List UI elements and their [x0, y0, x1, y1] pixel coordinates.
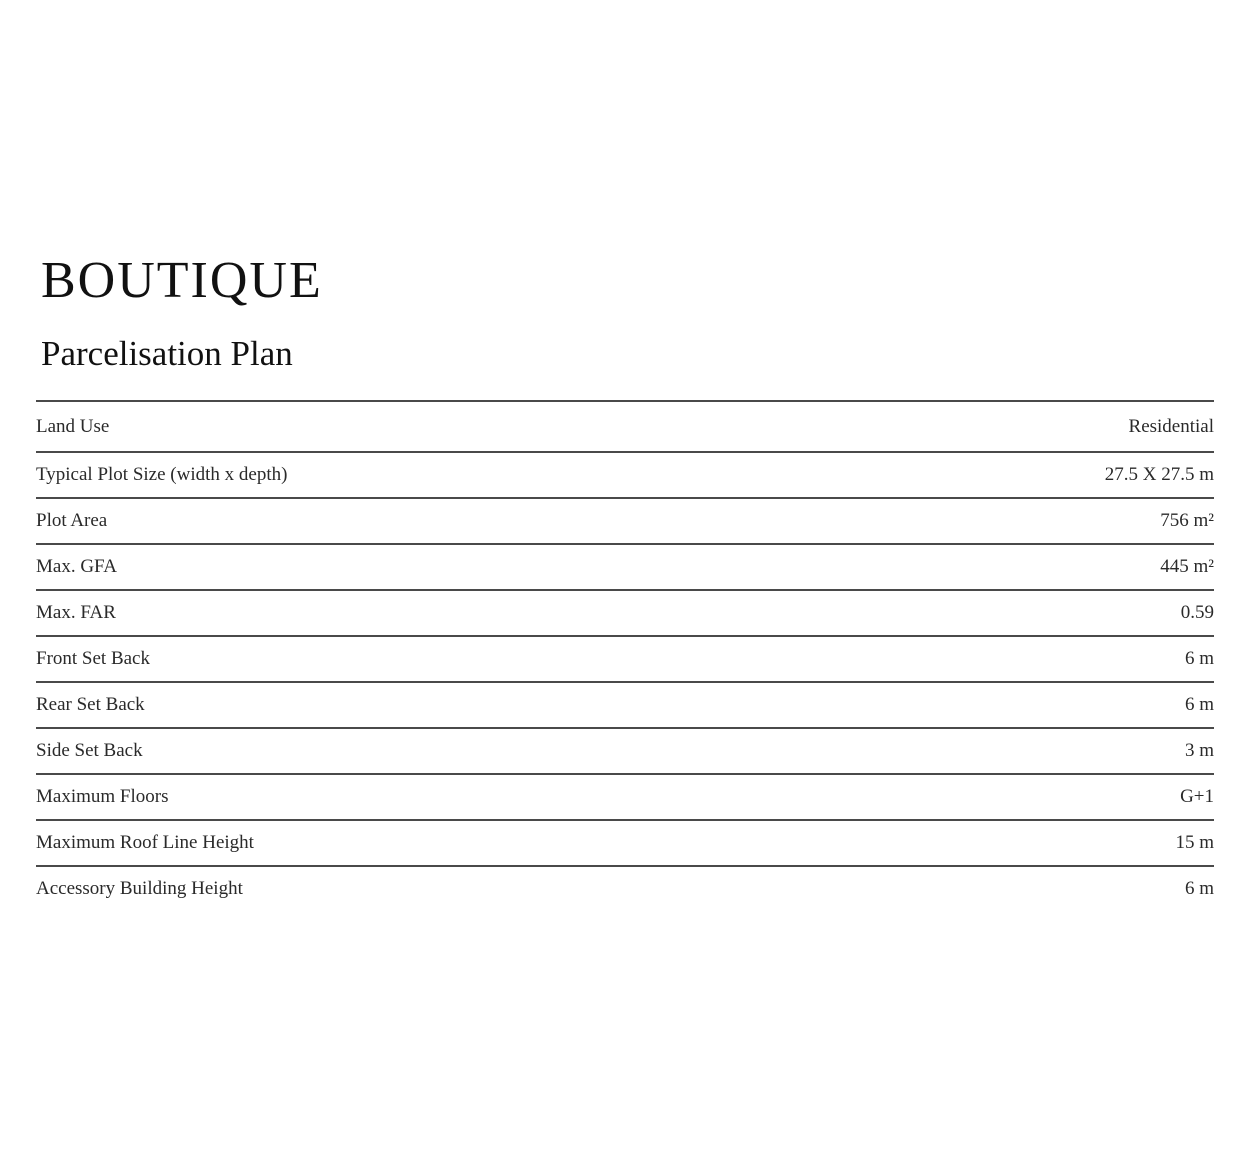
spec-value: 6 m	[1184, 648, 1214, 669]
spec-value: 756 m²	[1160, 510, 1214, 531]
specification-table	[36, 400, 1214, 911]
spec-value: 27.5 X 27.5 m	[1104, 464, 1214, 485]
spec-row-max-far	[36, 591, 1214, 637]
spec-value: G+1	[1180, 786, 1214, 807]
spec-row-plot-size	[36, 453, 1214, 499]
spec-value: 0.59	[1180, 602, 1214, 623]
spec-label: Side Set Back	[36, 740, 143, 761]
spec-label: Land Use	[36, 415, 110, 437]
spec-label: Max. GFA	[36, 556, 117, 577]
spec-row-plot-area	[36, 499, 1214, 545]
spec-value: 6 m	[1184, 878, 1214, 899]
spec-label: Front Set Back	[36, 648, 150, 669]
spec-row-side-set-back	[36, 729, 1214, 775]
spec-row-accessory-building-height	[36, 867, 1214, 911]
spec-row-max-gfa	[36, 545, 1214, 591]
spec-row-roof-line-height	[36, 821, 1214, 867]
spec-value: 6 m	[1184, 694, 1214, 715]
spec-value: 445 m²	[1160, 556, 1214, 577]
spec-row-front-set-back	[36, 637, 1214, 683]
page-subtitle: Parcelisation Plan	[41, 334, 293, 373]
page-title: BOUTIQUE	[41, 252, 323, 309]
spec-row-land-use	[36, 402, 1214, 453]
spec-label: Typical Plot Size (width x depth)	[36, 464, 288, 485]
spec-value: 3 m	[1184, 740, 1214, 761]
spec-value: 15 m	[1175, 832, 1214, 853]
spec-label: Maximum Roof Line Height	[36, 832, 254, 853]
spec-label: Accessory Building Height	[36, 878, 243, 899]
spec-label: Plot Area	[36, 510, 108, 531]
spec-row-rear-set-back	[36, 683, 1214, 729]
spec-row-maximum-floors	[36, 775, 1214, 821]
spec-label: Maximum Floors	[36, 786, 169, 807]
spec-label: Max. FAR	[36, 602, 116, 623]
spec-value: Residential	[1128, 415, 1214, 437]
spec-label: Rear Set Back	[36, 694, 145, 715]
